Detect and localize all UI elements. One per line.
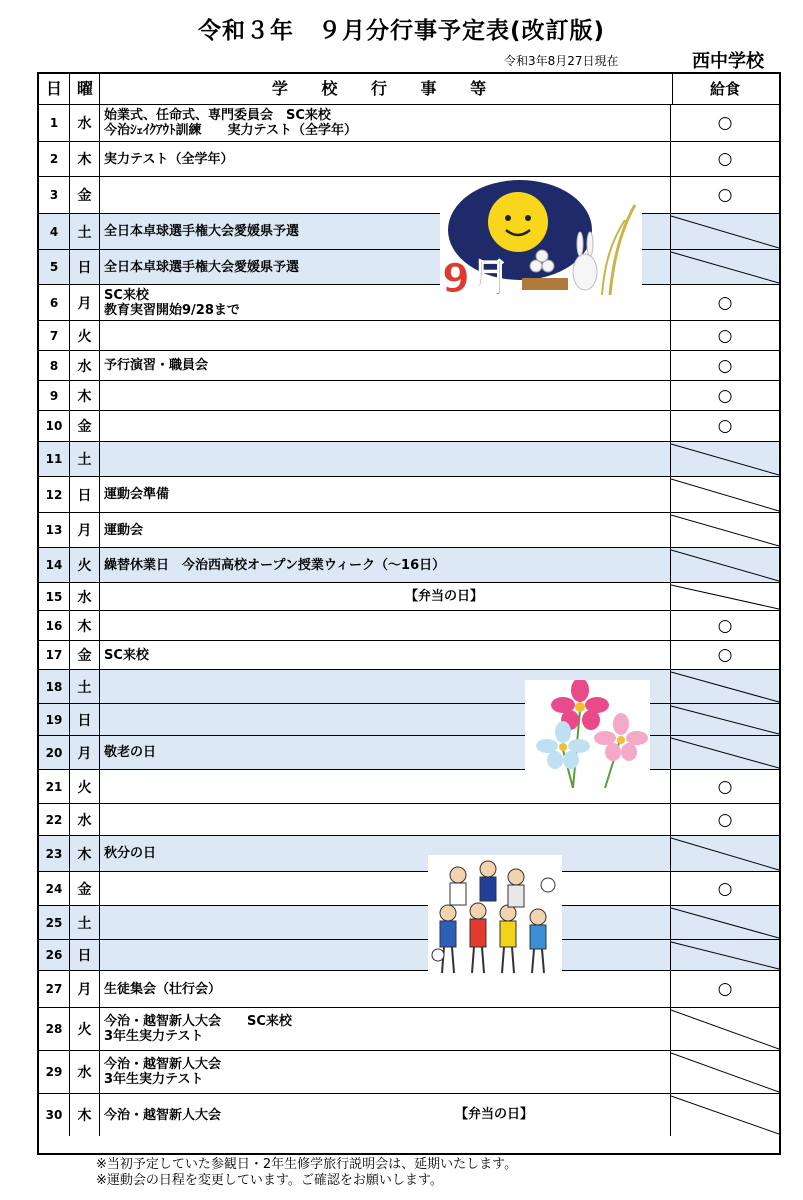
lunch-cell <box>671 411 779 441</box>
no-lunch-slash <box>671 477 779 513</box>
weekday-cell: 金 <box>69 177 99 213</box>
note-line: ※当初予定していた参観日・2年生修学旅行説明会は、延期いたします。 <box>96 1157 518 1172</box>
weekday-cell: 土 <box>69 670 99 703</box>
event-line: SC来校 <box>104 647 149 663</box>
weekday-cell: 木 <box>69 1094 99 1136</box>
table-row <box>39 804 779 836</box>
lunch-mark: ○ <box>717 113 733 133</box>
day-cell: 2 <box>49 152 59 166</box>
weekday-cell: 火 <box>69 321 99 350</box>
events-cell <box>99 477 671 512</box>
day-cell: 27 <box>45 982 63 996</box>
event-line: 今治・越智新人大会 <box>104 1107 222 1123</box>
weekday-cell: 火 <box>69 1008 99 1050</box>
weekday-cell: 水 <box>69 804 99 835</box>
lunch-cell <box>671 971 779 1007</box>
no-lunch-slash <box>671 513 779 548</box>
lunch-cell <box>671 381 779 410</box>
day-cell: 24 <box>45 881 63 896</box>
weekday-cell: 土 <box>69 214 99 249</box>
weekday-cell: 木 <box>69 611 99 640</box>
schedule-table <box>37 72 781 1155</box>
events-cell <box>99 513 671 547</box>
sports-students-illustration <box>428 855 562 980</box>
events-cell <box>99 611 671 640</box>
weekday-cell: 木 <box>69 836 99 871</box>
event-line: 全日本卓球選手権大会愛媛県予選 <box>104 224 300 239</box>
header-day: 日 <box>45 79 62 98</box>
day-cell: 16 <box>45 618 63 633</box>
events-cell <box>99 1008 671 1050</box>
lunch-cell <box>671 285 779 320</box>
table-row <box>39 142 779 177</box>
weekday-cell: 日 <box>69 250 99 284</box>
moon-label: 9月 <box>442 256 510 300</box>
table-row <box>39 548 779 583</box>
table-row <box>39 1094 779 1136</box>
events-cell <box>99 583 671 610</box>
lunch-cell <box>671 670 779 703</box>
weekday-cell: 金 <box>69 641 99 669</box>
events-cell <box>99 836 671 871</box>
event-line: 今治ｼｪｲｸｱｳﾄ訓練 実力テスト（全学年） <box>104 123 357 138</box>
weekday-cell: 土 <box>69 442 99 476</box>
bento-day-note: 【弁当の日】 <box>405 589 484 604</box>
weekday-cell: 金 <box>69 411 99 441</box>
students-icon <box>428 855 562 980</box>
bento-day-note: 【弁当の日】 <box>455 1107 534 1122</box>
event-line: SC来校 <box>104 287 149 303</box>
lunch-mark: ○ <box>717 416 733 436</box>
table-row <box>39 836 779 872</box>
day-cell: 30 <box>45 1108 63 1122</box>
table-row <box>39 872 779 906</box>
weekday-cell: 木 <box>69 142 99 176</box>
no-lunch-slash <box>671 736 779 770</box>
as-of-date: 令和3年8月27日現在 <box>504 54 619 68</box>
events-cell <box>99 906 671 939</box>
weekday-cell: 日 <box>69 940 99 970</box>
table-row <box>39 250 779 285</box>
day-cell: 12 <box>45 487 63 502</box>
day-cell: 5 <box>49 260 59 274</box>
lunch-cell <box>671 704 779 735</box>
no-lunch-slash <box>671 906 779 940</box>
no-lunch-slash <box>671 940 779 971</box>
table-row <box>39 177 779 214</box>
no-lunch-slash <box>671 1008 779 1051</box>
lunch-cell <box>671 548 779 582</box>
lunch-cell <box>671 1094 779 1136</box>
table-row <box>39 214 779 250</box>
lunch-cell <box>671 611 779 640</box>
day-cell: 26 <box>45 948 63 962</box>
no-lunch-slash <box>671 670 779 704</box>
lunch-cell <box>671 641 779 669</box>
moon-rabbit-icon <box>440 180 642 300</box>
no-lunch-slash <box>671 214 779 250</box>
no-lunch-slash <box>671 548 779 583</box>
lunch-cell <box>671 214 779 249</box>
no-lunch-slash <box>671 704 779 736</box>
day-cell: 25 <box>45 915 63 930</box>
lunch-cell <box>671 351 779 380</box>
table-row <box>39 351 779 381</box>
event-line: 今治・越智新人大会 SC来校 <box>104 1014 292 1029</box>
lunch-cell <box>671 142 779 176</box>
lunch-cell <box>671 442 779 476</box>
event-line: 3年生実力テスト <box>104 1072 204 1087</box>
event-line: 教育実習開始9/28まで <box>104 302 240 318</box>
events-cell <box>99 411 671 441</box>
lunch-mark: ○ <box>717 185 733 205</box>
day-cell: 29 <box>45 1065 63 1079</box>
lunch-mark: ○ <box>717 645 733 665</box>
lunch-cell <box>671 940 779 970</box>
table-row <box>39 477 779 513</box>
weekday-cell: 月 <box>69 971 99 1007</box>
lunch-cell <box>671 583 779 610</box>
event-line: 予行演習・職員会 <box>104 358 209 373</box>
day-cell: 20 <box>45 745 63 760</box>
events-cell <box>99 548 671 582</box>
weekday-cell: 日 <box>69 477 99 512</box>
day-cell: 15 <box>45 589 63 604</box>
lunch-cell <box>671 513 779 547</box>
day-cell: 23 <box>45 846 63 861</box>
day-cell: 8 <box>49 358 59 373</box>
event-line: 3年生実力テスト <box>104 1029 204 1044</box>
page-title: 令和３年 ９月分行事予定表(改訂版) <box>197 18 606 44</box>
no-lunch-slash <box>671 1094 779 1136</box>
event-line: 実力テスト（全学年） <box>104 151 234 167</box>
events-cell <box>99 321 671 350</box>
day-cell: 3 <box>49 188 59 202</box>
cosmos-flower-illustration <box>525 680 650 788</box>
event-line: 今治・越智新人大会 <box>104 1057 222 1072</box>
lunch-cell <box>671 1008 779 1050</box>
cosmos-flower-icon <box>525 680 650 788</box>
table-row <box>39 770 779 804</box>
table-row <box>39 736 779 770</box>
table-row <box>39 611 779 641</box>
event-line: 運動会準備 <box>104 487 170 502</box>
table-row <box>39 1008 779 1051</box>
weekday-cell: 火 <box>69 548 99 582</box>
lunch-cell <box>671 321 779 350</box>
lunch-cell <box>671 804 779 835</box>
day-cell: 4 <box>49 224 59 239</box>
weekday-cell: 木 <box>69 381 99 410</box>
lunch-mark: ○ <box>717 878 733 899</box>
no-lunch-slash <box>671 836 779 872</box>
table-row <box>39 411 779 442</box>
table-row <box>39 583 779 611</box>
day-cell: 14 <box>45 558 63 572</box>
day-cell: 1 <box>49 116 59 130</box>
table-row <box>39 704 779 736</box>
table-row <box>39 321 779 351</box>
lunch-mark: ○ <box>717 979 733 999</box>
event-line: 繰替休業日 今治西高校オープン授業ウィーク（～16日） <box>104 557 446 573</box>
events-cell <box>99 442 671 476</box>
weekday-cell: 水 <box>69 583 99 610</box>
events-cell <box>99 142 671 176</box>
table-row <box>39 285 779 321</box>
day-cell: 18 <box>45 679 63 694</box>
lunch-mark: ○ <box>717 355 733 376</box>
day-cell: 7 <box>49 328 59 343</box>
no-lunch-slash <box>671 1051 779 1094</box>
table-row <box>39 940 779 971</box>
day-cell: 19 <box>45 712 63 727</box>
events-cell <box>99 940 671 970</box>
footer-notes <box>96 1157 517 1189</box>
weekday-cell: 水 <box>69 105 99 141</box>
lunch-cell <box>671 836 779 871</box>
weekday-cell: 火 <box>69 770 99 803</box>
lunch-mark: ○ <box>717 385 733 406</box>
day-cell: 13 <box>45 523 63 537</box>
lunch-cell <box>671 736 779 769</box>
lunch-cell <box>671 906 779 939</box>
table-row <box>39 105 779 142</box>
note-line: ※運動会の日程を変更しています。ご確認をお願いします。 <box>96 1173 443 1188</box>
lunch-cell <box>671 250 779 284</box>
no-lunch-slash <box>671 250 779 285</box>
event-line: 生徒集会（壮行会） <box>104 981 222 997</box>
lunch-mark: ○ <box>717 809 733 830</box>
table-header <box>39 74 779 105</box>
events-cell <box>99 971 671 1007</box>
event-line: 全日本卓球選手権大会愛媛県予選 <box>104 259 300 275</box>
header-lunch: 給食 <box>709 80 740 98</box>
events-cell <box>99 872 671 905</box>
day-cell: 17 <box>45 648 63 662</box>
lunch-mark: ○ <box>717 776 733 797</box>
lunch-mark: ○ <box>717 615 733 636</box>
day-cell: 9 <box>49 388 59 403</box>
weekday-cell: 月 <box>69 736 99 769</box>
events-cell <box>99 1094 671 1136</box>
events-cell <box>99 1051 671 1093</box>
day-cell: 22 <box>45 812 63 827</box>
weekday-cell: 水 <box>69 351 99 380</box>
events-cell <box>99 105 671 141</box>
weekday-cell: 水 <box>69 1051 99 1093</box>
no-lunch-slash <box>671 583 779 611</box>
table-row <box>39 906 779 940</box>
table-row <box>39 971 779 1008</box>
event-line: 敬老の日 <box>104 745 157 760</box>
moon-viewing-illustration <box>440 180 642 300</box>
day-cell: 10 <box>45 419 63 433</box>
events-cell <box>99 351 671 380</box>
event-line: 始業式、任命式、専門委員会 SC来校 <box>104 108 331 123</box>
table-row <box>39 442 779 477</box>
header-events: 学 校 行 事 等 <box>99 74 673 104</box>
day-cell: 11 <box>45 452 63 466</box>
lunch-cell <box>671 177 779 213</box>
header-weekday: 曜 <box>69 74 100 104</box>
weekday-cell: 月 <box>69 285 99 320</box>
table-row <box>39 670 779 704</box>
school-name: 西中学校 <box>692 51 764 72</box>
lunch-cell <box>671 105 779 141</box>
lunch-mark: ○ <box>717 149 733 169</box>
event-line: 運動会 <box>104 522 144 538</box>
weekday-cell: 土 <box>69 906 99 939</box>
lunch-cell <box>671 477 779 512</box>
lunch-mark: ○ <box>717 292 733 313</box>
events-cell <box>99 641 671 669</box>
event-line: 秋分の日 <box>104 846 157 861</box>
table-row <box>39 381 779 411</box>
lunch-cell <box>671 1051 779 1093</box>
weekday-cell: 月 <box>69 513 99 547</box>
events-cell <box>99 381 671 410</box>
table-row <box>39 1051 779 1094</box>
lunch-mark: ○ <box>717 325 733 346</box>
day-cell: 28 <box>45 1022 63 1036</box>
table-row <box>39 641 779 670</box>
lunch-cell <box>671 770 779 803</box>
day-cell: 21 <box>45 779 63 794</box>
weekday-cell: 日 <box>69 704 99 735</box>
weekday-cell: 金 <box>69 872 99 905</box>
no-lunch-slash <box>671 442 779 477</box>
lunch-cell <box>671 872 779 905</box>
day-cell: 6 <box>49 295 59 310</box>
table-row <box>39 513 779 548</box>
events-cell <box>99 804 671 835</box>
